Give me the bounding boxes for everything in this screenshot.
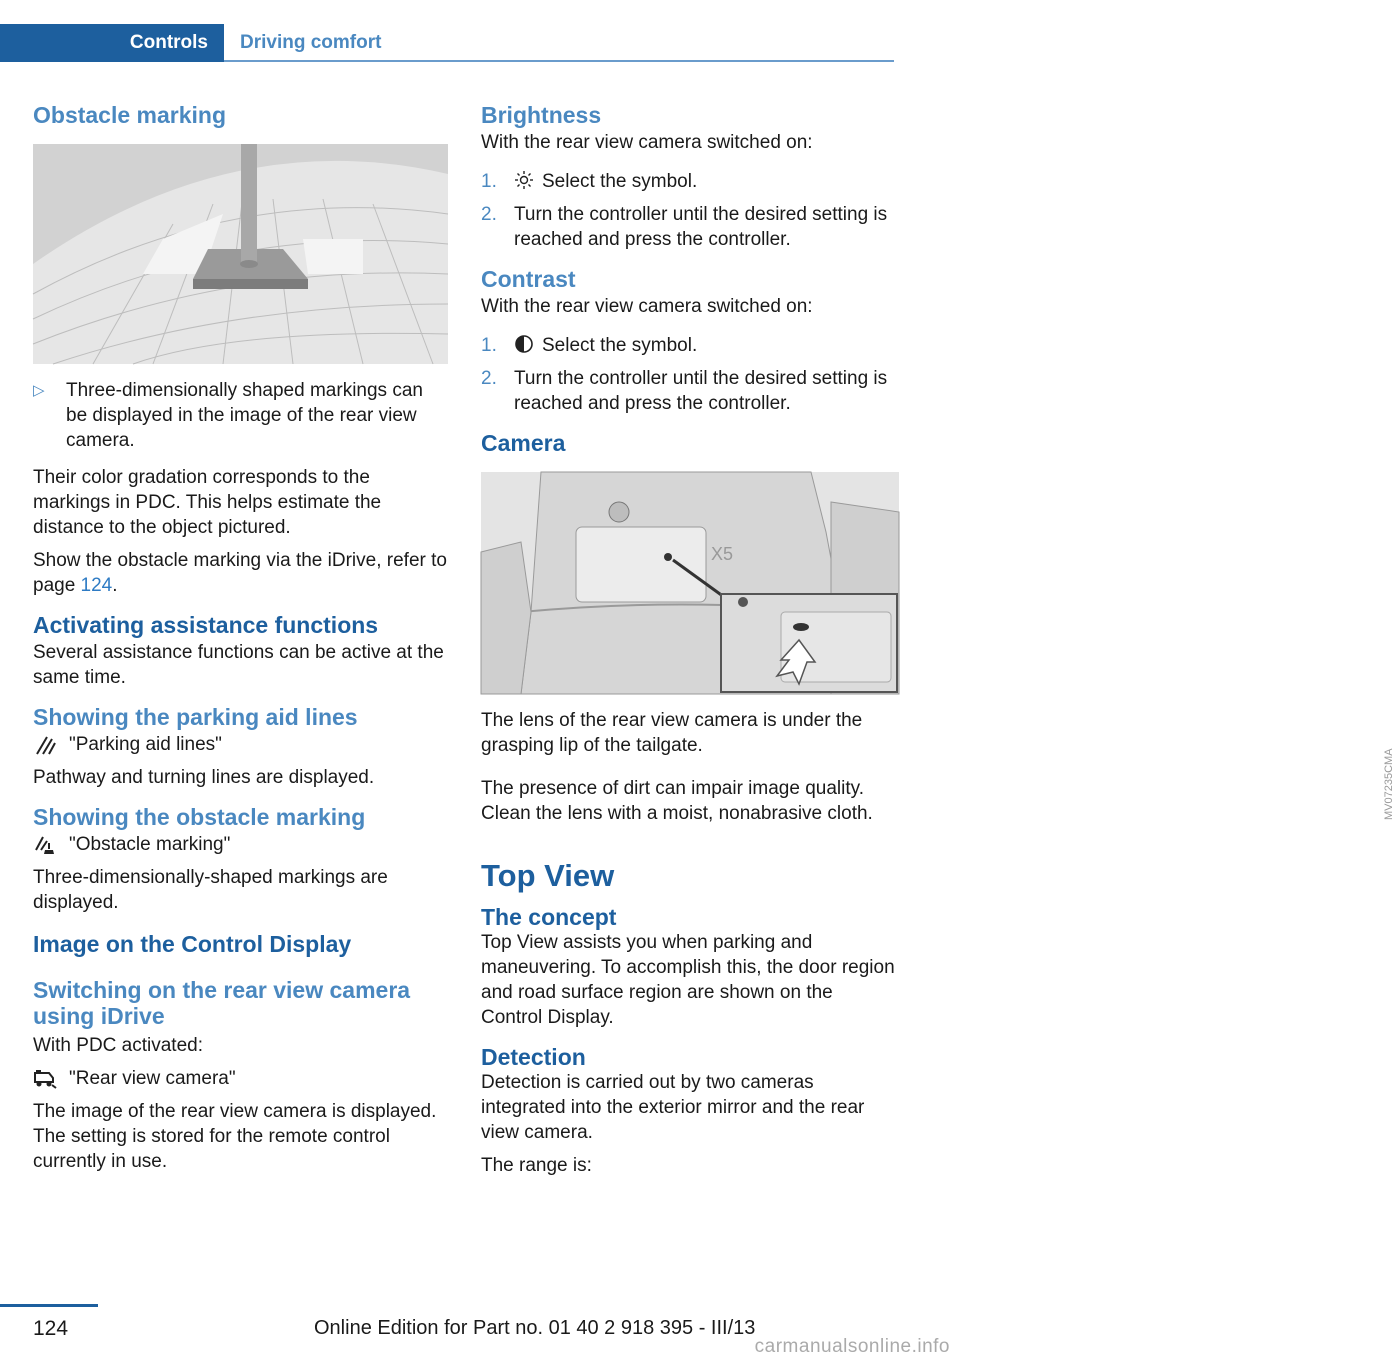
contrast-intro: With the rear view camera switched on: [481,296,813,317]
rear-camera-text: The image of the rear view camera is displayed. The setting is stored for the remote control currently in use. [33,1101,437,1172]
contrast-steps [481,333,899,416]
right-column [481,100,1395,1186]
contrast-step-1-text: Select the symbol. [542,335,698,356]
contrast-step-2 [481,366,899,416]
step-number: 1. [481,171,497,192]
switch-camera-text: With PDC activated: [33,1035,203,1056]
contrast-step-1 [481,333,899,358]
edition-text: Online Edition for Part no. 01 40 2 918 395 - III/13 [314,1317,756,1339]
parking-lines-heading: Showing the parking aid lines [33,704,358,730]
rear-camera-label: "Rear view camera" [69,1068,236,1089]
watermark: carmanualsonline.info [754,1336,950,1357]
show-obstacle-ref-end: . [112,575,118,596]
camera-figure [481,472,899,694]
show-obstacle-ref [33,548,448,598]
concept-heading: The concept [481,904,617,930]
assistance-text: Several assistance functions can be active at the same time. [33,642,444,688]
header-tab-controls: Controls [0,24,224,62]
show-obstacle-ref-text: Show the obstacle marking via the iDrive, refer to page [33,550,447,596]
step-number: 1. [481,335,497,356]
brightness-steps [481,169,899,252]
switch-camera-heading: Switching on the rear view camera using iDrive [33,977,411,1029]
obstacle-bullet [33,378,448,453]
control-display-heading: Image on the Control Display [33,931,352,957]
contrast-heading: Contrast [481,266,576,292]
step-number: 2. [481,204,497,225]
top-view-heading: Top View [481,858,615,893]
detection-heading: Detection [481,1044,586,1070]
left-column [33,100,448,1182]
obstacle-show-item [33,832,448,857]
obstacle-show-heading: Showing the obstacle marking [33,804,366,830]
camera-heading: Camera [481,430,566,456]
assistance-heading: Activating assistance functions [33,612,379,638]
contrast-icon [514,334,534,354]
concept-text: Top View assists you when parking and maneuvering. To accomplish this, the door region and road surface region are shown on the Control Display. [481,932,895,1028]
figure-code: MV07235CMA [1383,748,1395,820]
rear-camera-item [33,1066,448,1091]
contrast-step-2-text: Turn the controller until the desired setting is reached and press the controller. [514,368,888,414]
header-tab-driving-comfort: Driving comfort [240,32,382,53]
obstacle-bullet-text: Three-dimensionally shaped markings can be displayed in the image of the rear view camera. [66,380,423,451]
footer-rule [0,1304,98,1307]
brightness-heading: Brightness [481,102,602,128]
parking-lines-icon [33,735,57,755]
obstacle-marking-icon [33,835,57,855]
brightness-step-1 [481,169,899,194]
parking-lines-item [33,732,448,757]
rear-view-camera-icon [33,1069,57,1089]
brightness-icon [514,170,534,190]
page-ref-link[interactable]: 124 [80,575,113,596]
parking-lines-label: "Parking aid lines" [69,734,222,755]
obstacle-show-text: Three-dimensionally-shaped markings are displayed. [33,867,388,913]
obstacle-marking-heading: Obstacle marking [33,102,227,128]
svg-text:X5: X5 [711,544,734,564]
brightness-step-2 [481,202,899,252]
page-number: 124 [33,1317,69,1340]
obstacle-marking-figure [33,144,448,364]
camera-lens-text: The lens of the rear view camera is under the grasping lip of the tailgate. [481,710,863,756]
parking-lines-text: Pathway and turning lines are displayed. [33,767,375,788]
brightness-step-2-text: Turn the controller until the desired setting is reached and press the controller. [514,204,888,250]
bullet-triangle-icon: ▷ [33,382,45,399]
brightness-step-1-text: Select the symbol. [542,171,698,192]
camera-dirt-text: The presence of dirt can impair image quality. Clean the lens with a moist, nonabrasive cloth. [481,778,873,824]
range-text: The range is: [481,1155,592,1176]
obstacle-show-label: "Obstacle marking" [69,834,231,855]
step-number: 2. [481,368,497,389]
header-rule [224,60,894,62]
brightness-intro: With the rear view camera switched on: [481,132,813,153]
detection-text: Detection is carried out by two cameras integrated into the exterior mirror and the rear view camera. [481,1072,865,1143]
color-gradation-text: Their color gradation corresponds to the markings in PDC. This helps estimate the distance to the object pictured. [33,467,382,538]
